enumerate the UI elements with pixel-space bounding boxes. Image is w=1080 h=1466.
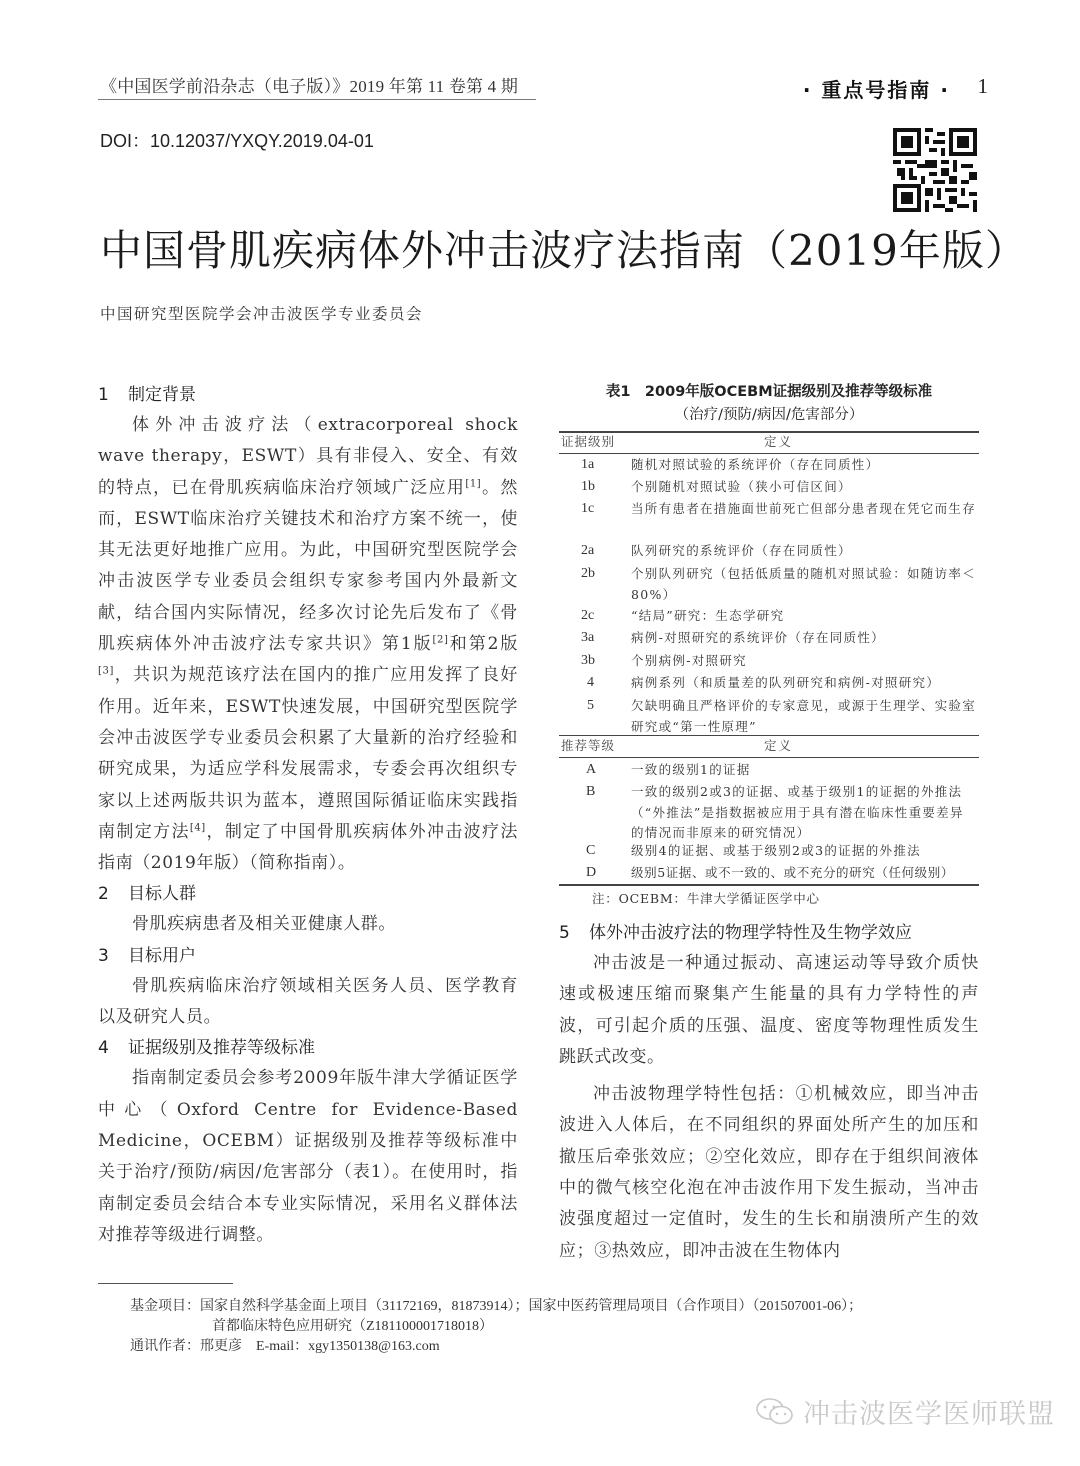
section-3-paragraph: 骨肌疾病临床治疗领域相关医务人员、医学教育以及研究人员。 xyxy=(98,975,518,1028)
journal-running-head: 《中国医学前沿杂志（电子版）》2019 年第 11 卷第 4 期 xyxy=(100,77,519,96)
funding-footnote: 基金项目：国家自然科学基金面上项目（31172169，81873914）；国家中医药管理局项目（合作项目）（201507001-06）； xyxy=(130,1299,863,1314)
recommendation-grade-header: 推荐等级 定义 xyxy=(561,738,794,753)
section-tag: · 重点号指南 · xyxy=(802,78,950,102)
table-header-rule xyxy=(559,453,979,454)
doi: DOI：10.12037/YXQY.2019.04-01 xyxy=(100,131,374,151)
section-4-paragraph: 指南制定委员会参考2009年版牛津大学循证医学中心（Oxford Centre for Evidence-Based Medicine，OCEBM）证据级别及推荐等级标准中关于治疗/预防/病因/危害部分（表1）。在使用时，指南制定委员会结合本专业实际情况，采用名义群体法对推荐等级进行调整。 xyxy=(98,1068,518,1245)
section-heading-3: 3 目标用户 xyxy=(98,945,196,966)
section-5-paragraph-1: 冲击波是一种通过振动、高速运动等导致介质快速或极速压缩而聚集产生能量的具有力学特性的声波，可引起介质的压强、温度、密度等物理性质发生跳跃式改变。 xyxy=(559,953,979,1067)
watermark-text: 冲击波医学医师联盟 xyxy=(803,1399,1055,1430)
section-5-paragraph-2: 冲击波物理学特性包括：①机械效应，即当冲击波进入人体后，在不同组织的界面处所产生的加压和撤压后牵张效应；②空化效应，即存在于组织间液体中的微气核空化泡在冲击波作用下发生振动，当冲击波强度超过一定值时，发生的生长和崩溃所产生的效应；③热效应，即冲击波在生物体内 xyxy=(559,1084,979,1261)
table-subcaption: （治疗/预防/病因/危害部分） xyxy=(674,407,864,423)
citation-1[interactable]: [1] xyxy=(465,477,482,489)
citation-2[interactable]: [2] xyxy=(432,634,449,646)
wechat-icon xyxy=(755,1396,795,1428)
left-column xyxy=(98,380,518,1251)
table-note: 注：OCEBM：牛津大学循证医学中心 xyxy=(592,891,820,906)
section-heading-4: 4 证据级别及推荐等级标准 xyxy=(98,1038,315,1059)
evidence-level-header: 证据级别 定义 xyxy=(561,434,794,449)
section-heading-2: 2 目标人群 xyxy=(98,884,196,905)
qr-code-icon xyxy=(893,128,977,212)
corresponding-author: 通讯作者：邢更彦 E-mail：xgy1350138@163.com xyxy=(130,1339,440,1354)
page-number: 1 xyxy=(977,74,988,98)
section-2-paragraph: 骨肌疾病患者及相关亚健康人群。 xyxy=(132,914,396,935)
citation-3[interactable]: [3] xyxy=(98,665,114,677)
funding-footnote-cont: 首都临床特色应用研究（Z181100001718018） xyxy=(212,1319,494,1334)
citation-4[interactable]: [4] xyxy=(189,822,206,834)
table-caption: 表1 2009年版OCEBM证据级别及推荐等级标准 xyxy=(605,384,933,400)
section-1-paragraph: 体外冲击波疗法（extracorporeal shock wave therapy，ESWT）具有非侵入、安全、有效的特点，已在骨肌疾病临床治疗领域广泛应用[1]。然而，ESWT临床治疗关键技术和治疗方案不统一，使其无法更好地推广应用。为此，中国研究型医院学会冲击波医学专业委员会组织专家参考国内外最新文献，结合国内实际情况，经多次讨论先后发布了《骨肌疾病体外冲击波疗法专家共识》第1版[2]和第2版[3]，共识为规范该疗法在国内的推广应用发挥了良好作用。近年来，ESWT快速发展，中国研究型医院学会冲击波医学专业委员会积累了大量新的治疗经验和研究成果，为适应学科发展需求，专委会再次组织专家以上述两版共识为蓝本，遵照国际循证临床实践指南制定方法[4]，制定了中国骨肌疾病体外冲击波疗法指南（2019年版）（简称指南）。 xyxy=(98,415,519,874)
table-bottom-rule xyxy=(559,884,979,886)
wechat-watermark xyxy=(755,1392,1055,1431)
footnote-rule xyxy=(98,1283,233,1284)
table-grade-header-rule xyxy=(559,757,979,758)
section-heading-1: 1 制定背景 xyxy=(98,385,196,405)
author-organization: 中国研究型医院学会冲击波医学专业委员会 xyxy=(100,305,424,323)
section-heading-5: 5 体外冲击波疗法的物理学特性及生物学效应 xyxy=(559,923,912,943)
document-title: 中国骨肌疾病体外冲击波疗法指南（2019年版） xyxy=(100,226,1028,275)
header-rule xyxy=(98,99,536,100)
right-column xyxy=(559,918,979,1267)
